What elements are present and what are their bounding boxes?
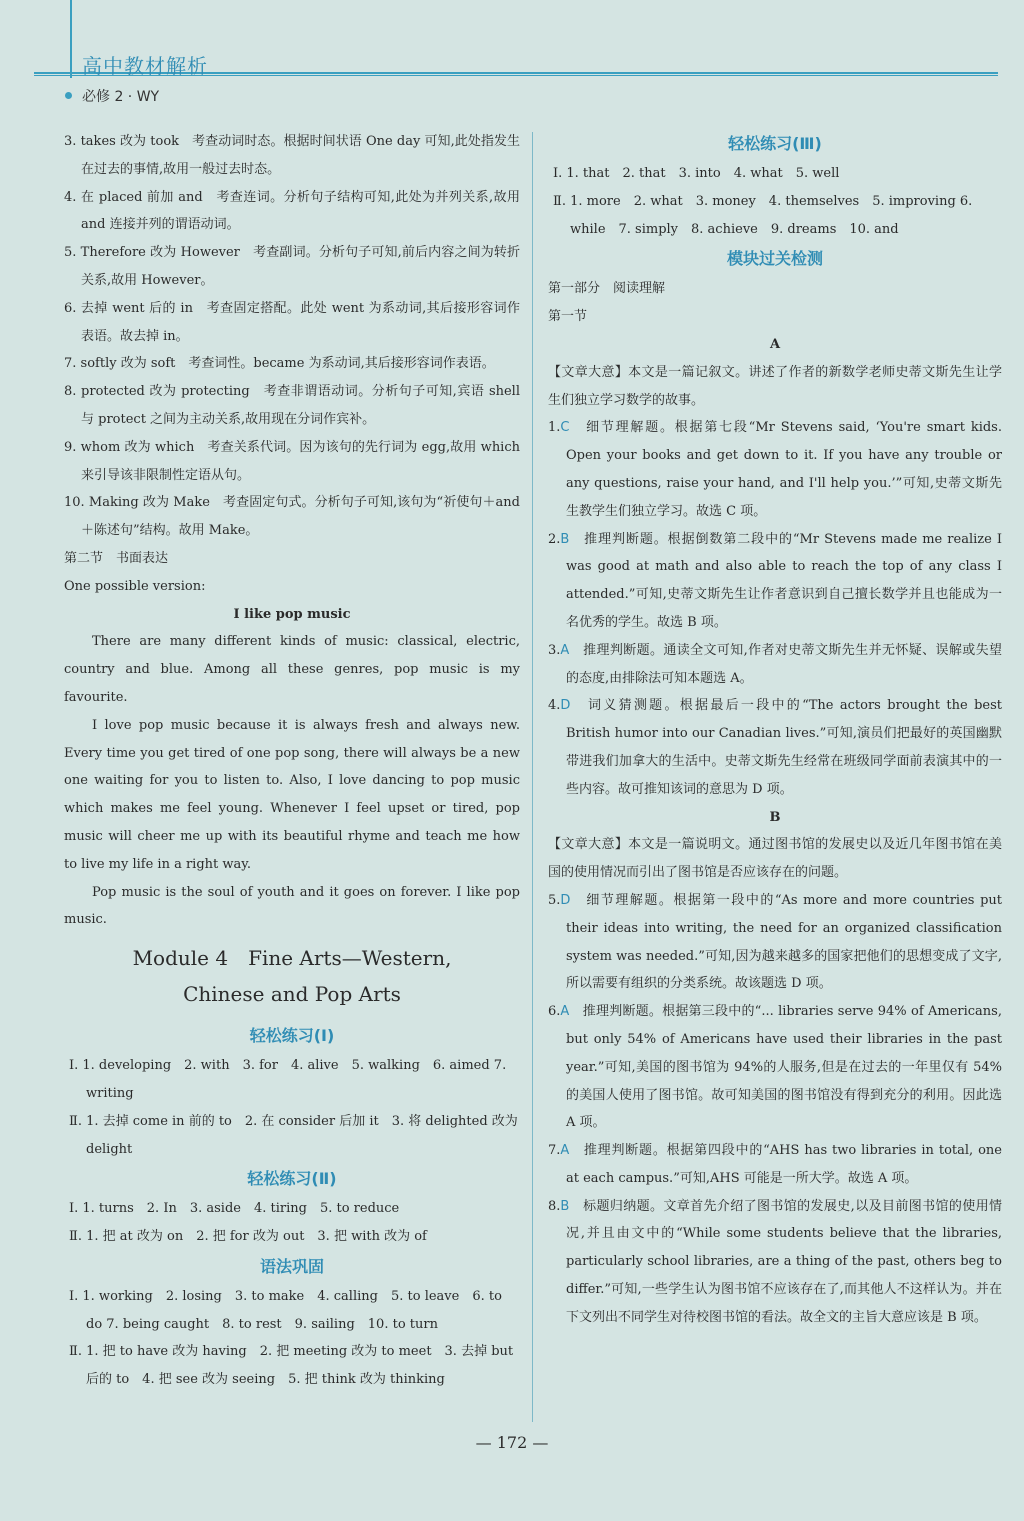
answer-item	[548, 887, 1002, 998]
answer-letter: D	[560, 698, 571, 714]
answer-letter: A	[560, 1143, 570, 1159]
module-title	[64, 940, 520, 1012]
essay-paragraph: I love pop music because it is always fresh and always new. Every time you get tired of one pop song, there will always be a new one waiting for you to listen to. Also, I love dancing to pop music which makes me feel young. Whenever I feel upset or tired, pop music will cheer me up with its beautiful rhyme and teach me how to live my life in a right way.	[64, 717, 520, 872]
answer-item	[548, 1193, 1002, 1332]
answer-letter: B	[560, 531, 570, 547]
practice-2-heading: 轻松练习(Ⅱ)	[247, 1169, 337, 1189]
answer-item: 3. takes 改为 took 考查动词时态。根据时间状语 One day 可知,此处指发生在过去的事情,故用一般过去时态。	[64, 134, 520, 177]
answer-item: 10. Making 改为 Make 考查固定句式。分析句子可知,该句为“祈使句＋and＋陈述句”结构。故用 Make。	[64, 495, 520, 539]
answer-explanation: 推理判断题。根据第三段中的“... libraries serve 94% of Americans, but only 54% of Americans have used their libraries in the past year.”可知,美国的图书馆为 94%的人服务,但是在过去的一年里仅有 54%的美国人使用了图书馆。故可知美国的图书馆没有得到充分的利用。因此选 A 项。	[566, 1004, 1002, 1131]
essay-paragraph: Pop music is the soul of youth and it goes on forever. I like pop music.	[64, 884, 520, 928]
item-number: 1.	[548, 420, 561, 436]
module-title-line: Chinese and Pop Arts	[183, 982, 401, 1007]
answer-item	[548, 998, 1002, 1137]
left-column	[64, 128, 520, 1394]
answer-explanation: 推理判断题。通读全文可知,作者对史蒂文斯先生并无怀疑、误解或失望的态度,由排除法可知本题选 A。	[566, 642, 1002, 686]
answer-letter: C	[560, 420, 570, 436]
page-number: — 172 —	[475, 1433, 549, 1452]
answer-letter: A	[560, 642, 570, 658]
header-vertical-rule	[70, 0, 72, 78]
practice-1-heading: 轻松练习(Ⅰ)	[249, 1026, 335, 1046]
practice-line: Ⅰ. 1. that 2. that 3. into 4. what 5. well	[553, 166, 840, 181]
section-heading: 第一节	[548, 309, 588, 325]
test-heading: 模块过关检测	[726, 249, 823, 269]
practice-line: Ⅱ. 1. 把 at 改为 on 2. 把 for 改为 out 3. 把 with 改为 of	[69, 1229, 427, 1245]
practice-line: Ⅱ. 1. 去掉 come in 前的 to 2. 在 consider 后加 it 3. 将 delighted 改为 delight	[69, 1113, 518, 1157]
passage-summary: 【文章大意】本文是一篇记叙文。讲述了作者的新数学老师史蒂文斯先生让学生们独立学习数学的故事。	[548, 364, 1002, 408]
answer-item: 9. whom 改为 which 考查关系代词。因为该句的先行词为 egg,故用 which 来引导该非限制性定语从句。	[64, 439, 520, 483]
column-separator	[532, 132, 533, 1422]
grammar-line: Ⅱ. 1. 把 to have 改为 having 2. 把 meeting 改为 to meet 3. 去掉 but 后的 to 4. 把 see 改为 seeing 5. 把 think 改为 thinking	[69, 1344, 514, 1388]
answer-item: 5. Therefore 改为 However 考查副词。分析句子可知,前后内容之间为转折关系,故用 However。	[64, 245, 520, 288]
section-heading: 第二节 书面表达	[64, 550, 169, 566]
passage-label: B	[769, 809, 781, 825]
item-number: 8.	[548, 1198, 561, 1214]
item-number: 6.	[548, 1004, 561, 1020]
book-subtitle: 必修 2 · WY	[82, 89, 160, 105]
grammar-heading: 语法巩固	[259, 1256, 324, 1276]
book-title: 高中教材解析	[82, 54, 208, 78]
practice-line: Ⅰ. 1. developing 2. with 3. for 4. alive 5. walking 6. aimed 7. writing	[69, 1058, 507, 1101]
passage-summary: 【文章大意】本文是一篇说明文。通过图书馆的发展史以及近几年图书馆在美国的使用情况而引出了图书馆是否应该存在的问题。	[548, 837, 1002, 881]
answer-explanation: 细节理解题。根据第七段“Mr Stevens said, ‘You're smart kids. Open your books and get down to it. If you have any trouble or any questions, raise your hand, and I'll help you.’”可知,史蒂文斯先生教学生们独立学习。故选 C 项。	[566, 420, 1002, 519]
practice-line: Ⅰ. 1. turns 2. In 3. aside 4. tiring 5. to reduce	[69, 1201, 400, 1217]
practice-line: Ⅱ. 1. more 2. what 3. money 4. themselves 5. improving 6. while 7. simply 8. achieve 9. dreams 10. and	[553, 193, 973, 237]
answer-explanation: 推理判断题。根据第四段中的“AHS has two libraries in total, one at each campus.”可知,AHS 可能是一所大学。故选 A 项。	[566, 1143, 1002, 1186]
answer-letter: D	[560, 892, 571, 908]
answer-item	[548, 526, 1002, 637]
answer-letter: B	[560, 1198, 570, 1214]
version-label: One possible version:	[64, 578, 206, 594]
module-title-line: Module 4 Fine Arts—Western,	[132, 946, 452, 971]
grammar-line: Ⅰ. 1. working 2. losing 3. to make 4. calling 5. to leave 6. to do 7. being caught 8. to rest 9. sailing 10. to turn	[69, 1288, 502, 1332]
essay-paragraph: There are many different kinds of music: classical, electric, country and blue. Among all these genres, pop music is my favourite.	[64, 634, 520, 705]
part-heading: 第一部分 阅读理解	[548, 281, 666, 297]
answer-letter: A	[560, 1004, 570, 1020]
answer-item	[548, 692, 1002, 803]
answer-explanation: 细节理解题。根据第一段中的“As more and more countries put their ideas into writing, the need for an organized classification system was needed.”可知,因为越来越多的国家把他们的思想变成了文字,所以需要有组织的分类系统。故该题选 D 项。	[566, 892, 1002, 992]
passage-label: A	[769, 336, 781, 352]
essay-title: I like pop music	[233, 606, 351, 622]
answer-item: 6. 去掉 went 后的 in 考查固定搭配。此处 went 为系动词,其后接形容词作表语。故去掉 in。	[64, 300, 520, 344]
answer-item	[548, 1137, 1002, 1193]
item-number: 7.	[548, 1143, 561, 1159]
practice-3-heading: 轻松练习(Ⅲ)	[728, 134, 822, 153]
answer-explanation: 词义猜测题。根据最后一段中的“The actors brought the best British humor into our Canadian lives.”可知,演员们把最好的英国幽默带进我们加拿大的生活中。史蒂文斯先生经常在班级同学面前表演其中的一些内容。故可推知该词的意思为 D 项。	[566, 698, 1002, 797]
answer-item: 4. 在 placed 前加 and 考查连词。分析句子结构可知,此处为并列关系,故用 and 连接并列的谓语动词。	[64, 189, 520, 233]
answer-item: 8. protected 改为 protecting 考查非谓语动词。分析句子可知,宾语 shell 与 protect 之间为主动关系,故用现在分词作宾补。	[64, 384, 520, 427]
item-number: 4.	[548, 698, 561, 714]
item-number: 5.	[548, 892, 561, 908]
bullet-dot-icon	[65, 92, 72, 99]
right-column	[548, 128, 1002, 1332]
answer-explanation: 标题归纳题。文章首先介绍了图书馆的发展史,以及目前图书馆的使用情况,并且由文中的“While some students believe that the libraries, particularly school libraries, are a thing of the past, others beg to differ.”可知,一些学生认为图书馆不应该存在了,而其他人不这样认为。并在下文列出不同学生对待校图书馆的看法。故全文的主旨大意应该是 B 项。	[566, 1198, 1002, 1325]
answer-explanation: 推理判断题。根据倒数第二段中的“Mr Stevens made me realize I was good at math and also able to reach the top of any class I attended.”可知,史蒂文斯先生让作者意识到自己擅长数学并且也能成为一名优秀的学生。故选 B 项。	[566, 531, 1002, 630]
item-number: 3.	[548, 642, 561, 658]
answer-item	[548, 414, 1002, 525]
answer-item	[548, 637, 1002, 693]
item-number: 2.	[548, 531, 561, 547]
answer-item: 7. softly 改为 soft 考查词性。became 为系动词,其后接形容词作表语。	[64, 356, 495, 372]
